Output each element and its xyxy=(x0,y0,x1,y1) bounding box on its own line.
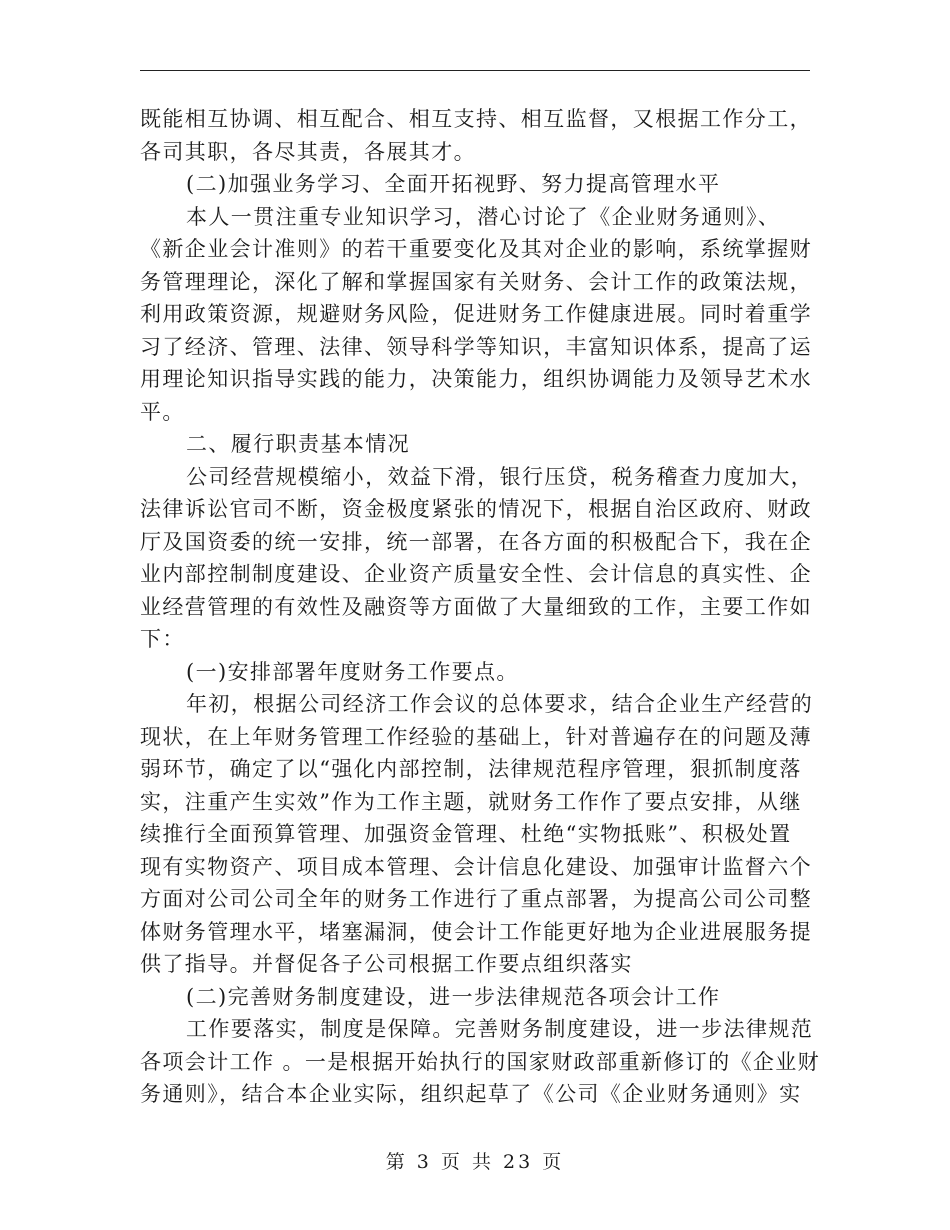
text-line: 《新企业会计准则》的若干重要变化及其对企业的影响，系统掌握财 xyxy=(140,237,812,261)
text-line: 现有实物资产、项目成本管理、会计信息化建设、加强审计监督六个 xyxy=(140,854,812,879)
text-line: 务管理理论，深化了解和掌握国家有关财务、会计工作的政策法规， xyxy=(140,269,812,294)
text-line: (一)安排部署年度财务工作要点。 xyxy=(186,659,519,684)
text-line: 现状，在上年财务管理工作经验的基础上，针对普遍存在的问题及薄 xyxy=(140,724,812,749)
text-line: (二)加强业务学习、全面开拓视野、努力提高管理水平 xyxy=(186,172,721,196)
text-line: 实，注重产生实效”作为工作主题，就财务工作作了要点安排，从继 xyxy=(140,789,802,814)
text-line: 厅及国资委的统一安排，统一部署，在各方面的积极配合下，我在企 xyxy=(140,529,812,554)
text-line: 业内部控制制度建设、企业资产质量安全性、会计信息的真实性、企 xyxy=(140,562,812,586)
text-line: 本人一贯注重专业知识学习，潜心讨论了《企业财务通则》、 xyxy=(186,204,781,229)
text-line: 工作要落实，制度是保障。完善财务制度建设，进一步法律规范 xyxy=(186,1017,814,1041)
text-line: 下： xyxy=(140,627,185,651)
text-line: 公司经营规模缩小，效益下滑，银行压贷，税务稽查力度加大， xyxy=(186,464,814,489)
text-line: 用理论知识指导实践的能力，决策能力，组织协调能力及领导艺术水 xyxy=(140,367,812,391)
text-line: 各项会计工作 。一是根据开始执行的国家财政部重新修订的《企业财 xyxy=(140,1049,821,1074)
header-rule xyxy=(140,70,810,71)
text-line: 法律诉讼官司不断，资金极度紧张的情况下，根据自治区政府、财政 xyxy=(140,497,812,521)
text-line: 业经营管理的有效性及融资等方面做了大量细致的工作，主要工作如 xyxy=(140,594,812,619)
text-line: 供了指导。并督促各子公司根据工作要点组织落实 xyxy=(140,952,633,976)
text-line: 务通则》，结合本企业实际，组织起草了《公司《企业财务通则》实 xyxy=(140,1082,802,1106)
text-line: 弱环节，确定了以“强化内部控制，法律规范程序管理，狠抓制度落 xyxy=(140,757,802,781)
text-line: 二、履行职责基本情况 xyxy=(186,432,410,456)
text-line: 习了经济、管理、法律、领导科学等知识，丰富知识体系，提高了运 xyxy=(140,334,812,359)
text-line: 平。 xyxy=(140,399,185,424)
text-line: (二)完善财务制度建设，进一步法律规范各项会计工作 xyxy=(186,984,721,1009)
text-line: 年初，根据公司经济工作会议的总体要求，结合企业生产经营的 xyxy=(186,692,814,716)
page-footer: 第 3 页 共 23 页 xyxy=(385,1151,565,1173)
text-line: 体财务管理水平，堵塞漏洞，使会计工作能更好地为企业进展服务提 xyxy=(140,919,812,944)
text-line: 利用政策资源，规避财务风险，促进财务工作健康进展。同时着重学 xyxy=(140,302,812,326)
text-line: 各司其职，各尽其责，各展其才。 xyxy=(140,139,476,164)
text-line: 续推行全面预算管理、加强资金管理、杜绝“实物抵账”、积极处置 xyxy=(140,822,792,846)
text-line: 方面对公司公司全年的财务工作进行了重点部署，为提高公司公司整 xyxy=(140,887,812,911)
text-line: 既能相互协调、相互配合、相互支持、相互监督，又根据工作分工， xyxy=(140,107,812,131)
document-body xyxy=(140,103,821,1111)
